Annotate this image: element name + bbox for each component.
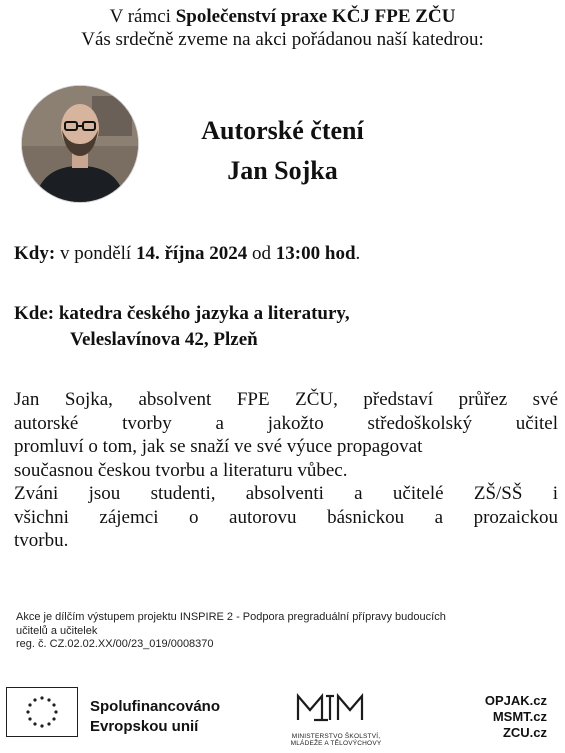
msmt-subtitle: MINISTERSTVO ŠKOLSTVÍ, MLÁDEŽE A TĚLOVÝCHOVY xyxy=(290,733,382,747)
author-portrait-icon xyxy=(22,86,138,202)
event-title: Autorské čtení xyxy=(201,116,364,145)
project-note: Akce je dílčím výstupem projektu INSPIRE 2 - Podpora pregraduální přípravy budoucích učitelů a učitelek reg. č. CZ.02.02.XX/00/23_019/0008370 xyxy=(16,611,446,650)
author-name: Jan Sojka xyxy=(227,156,338,185)
description-line: Zváni jsou studenti, absolventi a učitelé ZŠ/SŠ i xyxy=(14,483,558,504)
description-line: promluví o tom, jak se snaží ve své výuce propagovat xyxy=(14,436,423,457)
msmt-logo-icon xyxy=(280,690,392,728)
event-description xyxy=(14,388,558,553)
header-line-1: V rámci Společenství praxe KČJ FPE ZČU xyxy=(109,6,456,27)
description-line: všichni zájemci o autorovu básnickou a prozaickou xyxy=(14,506,558,528)
description-line: Jan Sojka, absolvent FPE ZČU, představí průřez své xyxy=(14,389,558,410)
event-address: Veleslavínova 42, Plzeň xyxy=(70,329,258,350)
author-photo xyxy=(22,86,138,202)
link-zcu[interactable]: ZCU.cz xyxy=(502,725,547,740)
eu-stars-icon xyxy=(7,688,77,736)
event-when: Kdy: v pondělí 14. října 2024 od 13:00 hod. xyxy=(14,243,361,264)
description-line: autorské tvorby a jakožto středoškolský učitel xyxy=(14,412,558,434)
eu-flag-logo xyxy=(6,687,78,737)
description-line: současnou českou tvorbu a literaturu vůbec. xyxy=(14,459,348,481)
link-opjak[interactable]: OPJAK.cz xyxy=(484,693,547,708)
link-msmt[interactable]: MSMT.cz xyxy=(492,709,547,724)
msmt-logo xyxy=(280,690,392,747)
header-line-2: Vás srdečně zveme na akci pořádanou naší katedrou: xyxy=(81,29,484,50)
event-where: Kde: katedra českého jazyka a literatury, xyxy=(14,303,350,324)
footer-links xyxy=(485,693,547,741)
description-line: tvorbu. xyxy=(14,530,69,551)
eu-cofinancing-label: Spolufinancováno Evropskou unií xyxy=(90,698,221,735)
